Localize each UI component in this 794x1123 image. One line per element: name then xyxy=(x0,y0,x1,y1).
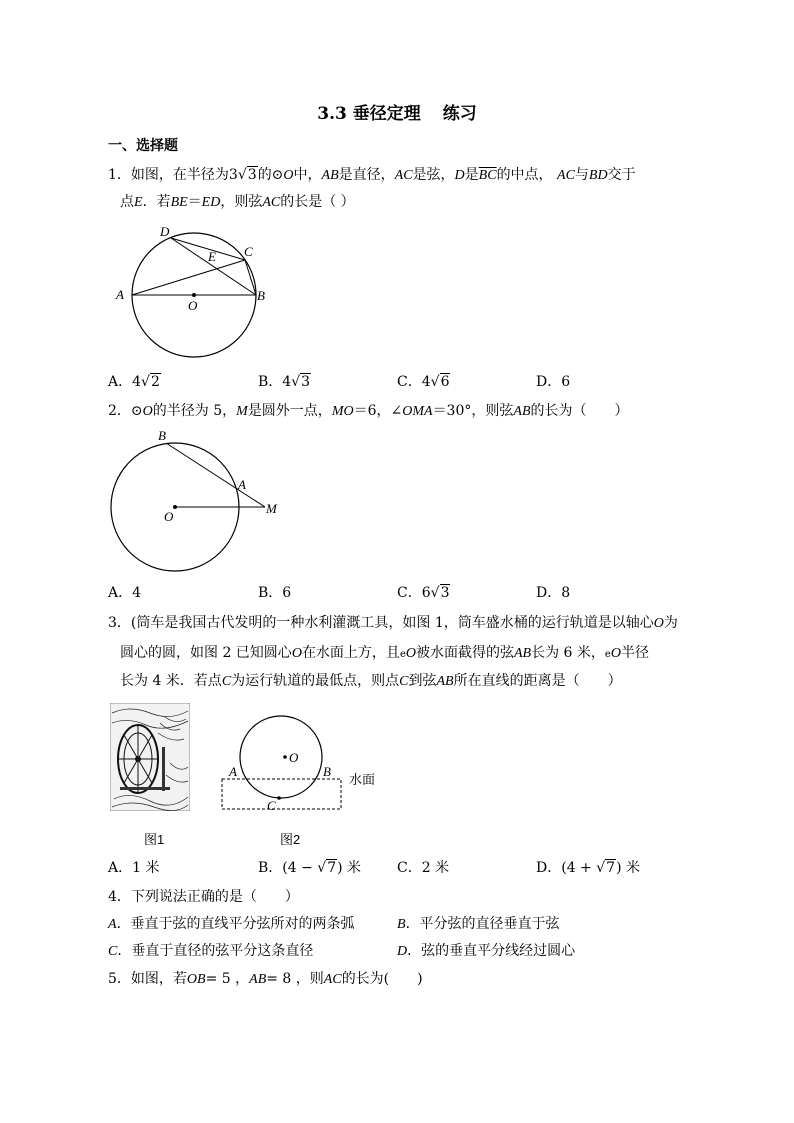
q1-figure xyxy=(112,220,282,370)
q3-center-dot xyxy=(283,755,287,759)
q2-option-d: D．8 xyxy=(536,585,571,601)
q1-label-e: E xyxy=(208,249,216,264)
q2-label-a: A xyxy=(238,477,246,492)
q2-label-b: B xyxy=(158,428,166,443)
q4-text: 4．下列说法正确的是（ ） xyxy=(108,889,299,905)
title-sub: 练习 xyxy=(442,104,477,124)
q2-figure xyxy=(105,425,295,585)
q3-label-a: A xyxy=(229,764,237,779)
q2-center-dot xyxy=(173,505,177,509)
q3-label-c: C xyxy=(267,798,276,813)
q4-option-d: D．弦的垂直平分线经过圆心 xyxy=(397,943,576,959)
q4-option-a: A．垂直于弦的直线平分弦所对的两条弧 xyxy=(108,916,355,932)
page-title xyxy=(0,99,794,124)
q2-label-o: O xyxy=(164,509,174,524)
q3-circle xyxy=(240,716,322,798)
q2-text: 2．⊙O的半径为 5，M是圆外一点，MO＝6，∠OMA＝30°，则弦AB的长为（ ） xyxy=(108,403,629,419)
q2-option-b: B．6 xyxy=(258,585,292,601)
title-main: 3.3 垂径定理 xyxy=(317,104,421,124)
q3-label-b: B xyxy=(323,764,331,779)
q2-secant-mb xyxy=(166,443,265,507)
q1-label-o: O xyxy=(188,298,198,313)
q1-label-c: C xyxy=(244,244,253,259)
q1-option-c: C．4√6 xyxy=(397,374,450,390)
q2-option-a: A．4 xyxy=(108,585,142,601)
q3-option-c: C．2 米 xyxy=(397,860,450,876)
q1-label-a: A xyxy=(116,287,124,302)
q1-center-dot xyxy=(192,293,196,297)
q1-option-b: B．4√3 xyxy=(258,374,311,390)
q3-water-box xyxy=(222,779,341,809)
q1-option-d: D．6 xyxy=(536,374,571,390)
q3-figure2 xyxy=(215,712,390,822)
q4-option-b: B．平分弦的直径垂直于弦 xyxy=(397,916,560,932)
q3-option-d: D．(4 + √7) 米 xyxy=(536,860,640,876)
q3-line1: 3．(筒车是我国古代发明的一种水利灌溉工具，如图 1，筒车盛水桶的运行轨道是以轴心O为 xyxy=(108,615,678,631)
q3-water-label: 水面 xyxy=(349,773,376,788)
q3-label-o: O xyxy=(289,750,299,765)
q3-point-c xyxy=(277,796,281,800)
q1-chord-cb xyxy=(245,260,256,295)
q3-line3: 长为 4 米．若点C为运行轨道的最低点，则点C到弦AB所在直线的距离是（ ） xyxy=(120,673,622,689)
q1-option-a: A．4√2 xyxy=(108,374,160,390)
q1-radius-value: 3√3 xyxy=(228,167,257,183)
q1-line2: 点E．若BE＝ED，则弦AC的长是（ ） xyxy=(120,194,355,210)
q2-option-c: C．6√3 xyxy=(397,585,450,601)
q5-text: 5．如图，若OB= 5 ，AB= 8 ，则AC的长为( ) xyxy=(108,971,423,987)
q1-chord-ac xyxy=(132,260,245,295)
q3-line2: 圆心的圆，如图 2 已知圆心O在水面上方，且eO被水面截得的弦AB长为 6 米，eO半径 xyxy=(120,645,649,661)
q3-option-b: B．(4 − √7) 米 xyxy=(258,860,362,876)
q4-option-c: C．垂直于直径的弦平分这条直径 xyxy=(108,943,314,959)
q3-figure2-caption: 图2 xyxy=(280,832,301,847)
q3-option-a: A．1 米 xyxy=(108,860,160,876)
q1-label-d: D xyxy=(160,224,170,239)
q3-waterwheel-illustration xyxy=(110,703,190,811)
q3-figure1-caption: 图1 xyxy=(144,832,165,847)
q1-label-b: B xyxy=(257,288,265,303)
section-heading: 一、选择题 xyxy=(108,138,178,154)
q1-line1: 1．如图，在半径为3√3的⊙O中，AB是直径，AC是弦，D是$\overline{BC}$的中点， AC与BD交于 xyxy=(108,167,636,183)
q2-label-m: M xyxy=(266,501,277,516)
